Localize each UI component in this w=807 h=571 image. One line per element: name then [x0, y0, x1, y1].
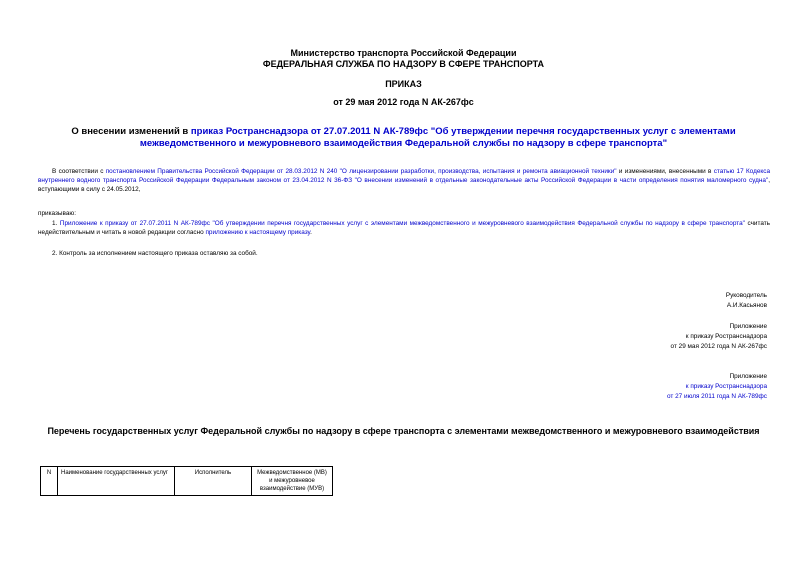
document-title — [40, 126, 767, 150]
preamble-text-2: и изменениями, внесенными в — [616, 168, 714, 175]
appendix-2-ref-link[interactable]: к приказу Ространснадзора — [685, 383, 767, 390]
item-1-text-2: . — [310, 229, 312, 236]
appendix-new-link[interactable]: приложению к настоящему приказу — [205, 229, 311, 236]
order-word: приказываю: — [38, 210, 76, 217]
col-executor: Исполнитель — [175, 467, 252, 496]
col-service-name: Наименование государственных услуг — [58, 467, 175, 496]
col-number: N — [41, 467, 58, 496]
signature-role: Руководитель — [725, 292, 767, 299]
signature-name: А.И.Касьянов — [726, 302, 767, 309]
title-prefix: О внесении изменений в — [71, 126, 191, 137]
title-link[interactable]: приказ Ространснадзора от 27.07.2011 N АК-789фс "Об утверждении перечня государственных услуг с элементами межведомственного и межуровневого взаимодействия Федеральной службы по надзору в сфере транспорта" — [139, 126, 736, 149]
service-name: ФЕДЕРАЛЬНАЯ СЛУЖБА ПО НАДЗОРУ В СФЕРЕ ТРАНСПОРТА — [262, 59, 545, 69]
document-date: от 29 мая 2012 года N АК-267фс — [333, 97, 474, 107]
list-title: Перечень государственных услуг Федеральной службы по надзору в сфере транспорта с элементами межведомственного и межуровневого взаимодействия — [47, 426, 760, 436]
appendix-2-date-link[interactable]: от 27 июля 2011 года N АК-789фс — [667, 393, 767, 400]
col-interaction: Межведомственное (МВ) и межуровневое взаимодействие (МУВ) — [252, 467, 333, 496]
preamble-text-3: , вступающими в силу с 24.05.2012, — [38, 177, 770, 193]
item-1-text-1: считать недействительным и читать в новой редакции согласно — [38, 220, 771, 236]
appendix-1-ref: к приказу Ространснадзора — [685, 333, 767, 340]
item-1-number: 1. — [52, 220, 60, 227]
table-header-row — [41, 467, 333, 496]
appendix-old-link[interactable]: Приложение к приказу от 27.07.2011 N АК-789фс "Об утверждении перечня государственных услуг с элементами межведомственного и межуровневого взаимодействия Федеральной службы по надзору в сфере транспорта" — [59, 220, 745, 227]
appendix-1-label: Приложение — [729, 323, 767, 330]
services-table — [40, 466, 333, 496]
order-item-1 — [38, 219, 770, 237]
appendix-2-label: Приложение — [729, 373, 767, 380]
ministry-name: Министерство транспорта Российской Федерации — [290, 48, 517, 58]
order-item-2: 2. Контроль за исполнением настоящего приказа оставляю за собой. — [52, 250, 258, 257]
preamble-paragraph — [38, 167, 770, 194]
document-type: ПРИКАЗ — [385, 79, 422, 89]
appendix-1-date: от 29 мая 2012 года N АК-267фс — [670, 343, 767, 350]
water-code-link[interactable]: статью 17 Кодекса внутреннего водного транспорта Российской Федерации Федеральным законом от 23.04.2012 N 36-ФЗ "О внесении изменений в отдельные законодательные акты Российской Федерации в части определения понятия маломерного судна" — [38, 168, 770, 184]
decree-240-link[interactable]: постановлением Правительства Российской Федерации от 28.03.2012 N 240 "О лицензировании разработки, производства, испытания и ремонта авиационной техники" — [105, 168, 617, 175]
preamble-text-1: В соответствии с — [52, 168, 106, 175]
